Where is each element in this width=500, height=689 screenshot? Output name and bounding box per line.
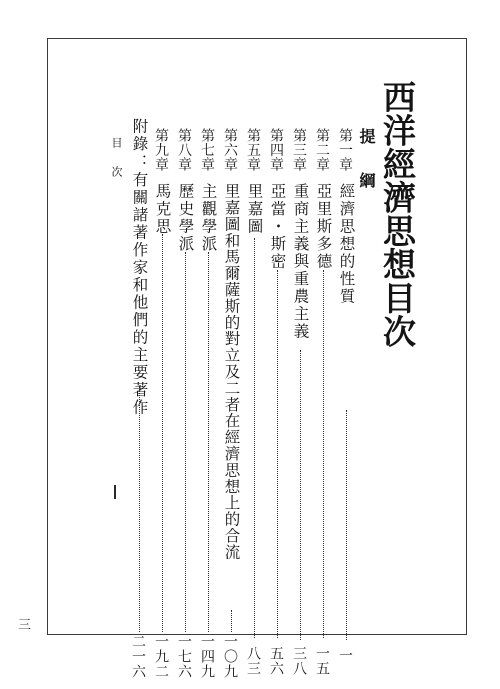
page-title: 西洋經濟思想目次 (378, 80, 417, 348)
chapter-label: 第五章 (245, 128, 261, 172)
chapter-title: 主觀學派 (199, 183, 218, 253)
chapter-label: 第一章 (337, 128, 353, 172)
chapter-label: 第四章 (268, 128, 284, 172)
leader-dots (254, 238, 255, 638)
leader-dots (346, 410, 347, 640)
page-number: 一 (337, 648, 353, 663)
leader-dots (185, 252, 186, 632)
running-page-number (114, 485, 116, 499)
page-number: 五六 (268, 646, 284, 676)
leader-dots (139, 386, 140, 632)
page-number: 二一六 (130, 634, 146, 679)
chapter-title: 馬克思 (153, 183, 172, 236)
chapter-title: 里嘉圖 (245, 183, 264, 236)
leader-dots (300, 350, 301, 640)
running-head: 目次 (110, 137, 123, 195)
chapter-label: 第七章 (199, 128, 215, 172)
page-number: 八三 (245, 646, 261, 676)
chapter-title: 重商主義與重農主義 (291, 183, 310, 341)
chapter-label: 第三章 (291, 128, 307, 172)
chapter-label: 第六章 (222, 128, 238, 172)
chapter-title: ：有關諸著作家和他們的主要著作 (130, 154, 149, 417)
page-number: 一〇九 (222, 634, 238, 679)
leader-dots (277, 270, 278, 638)
section-heading: 提 綱 (357, 128, 376, 194)
leader-dots (162, 234, 163, 632)
chapter-title: 歷史學派 (176, 183, 195, 253)
chapter-title: 經濟思想的性質 (337, 183, 356, 306)
folio-number: 三 (18, 618, 32, 633)
chapter-label: 附錄 (130, 118, 149, 153)
page-number: 一七六 (176, 634, 192, 679)
leader-dots (208, 252, 209, 632)
page-number: 一九二 (153, 634, 169, 679)
chapter-title: 亞里斯多德 (314, 183, 333, 271)
page-number: 一五 (314, 646, 330, 676)
chapter-title: 里嘉圖和馬爾薩斯的對立及二者在經濟思想上的合流 (222, 183, 241, 561)
chapter-label: 第二章 (314, 128, 330, 172)
chapter-label: 第九章 (153, 128, 169, 172)
page-number: 一四九 (199, 634, 215, 679)
leader-dots (323, 270, 324, 638)
chapter-label: 第八章 (176, 128, 192, 172)
chapter-title: 亞當・斯密 (268, 183, 287, 271)
page-number: 三八 (291, 646, 307, 676)
leader-dots (231, 610, 232, 632)
